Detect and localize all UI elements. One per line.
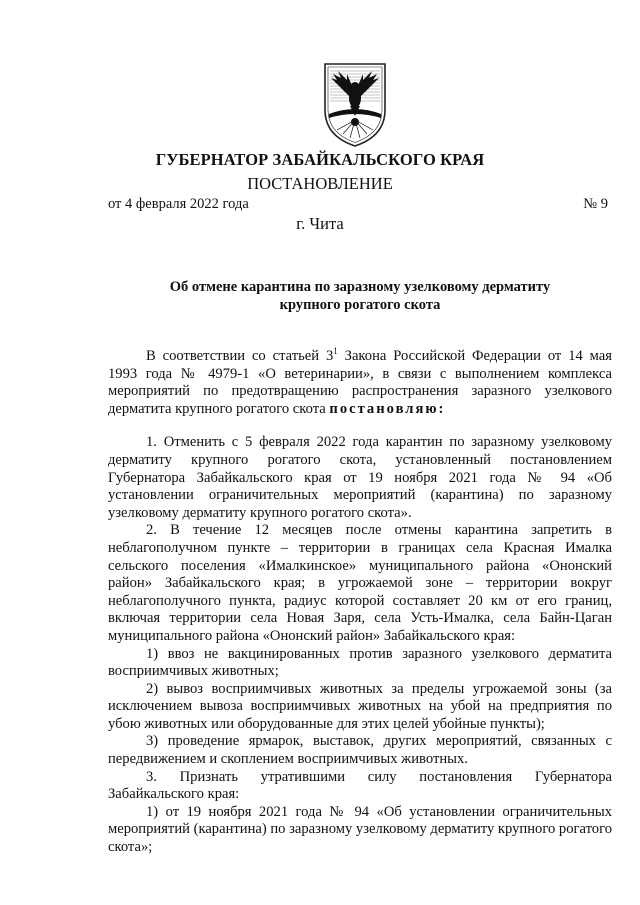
- document-title: [120, 279, 600, 314]
- paragraph-2-item-1: 1) ввоз не вакцинированных против заразного узелкового дерматита восприимчивых животных;: [108, 645, 612, 680]
- document-date: от 4 февраля 2022 года: [108, 196, 249, 212]
- document-type: ПОСТАНОВЛЕНИЕ: [247, 174, 393, 193]
- decree-word: постановляю:: [329, 400, 446, 417]
- preamble-text-start: В соответствии со статьей 3: [146, 348, 334, 364]
- paragraph-3: 3. Признать утратившими силу постановления Губернатора Забайкальского края:: [108, 768, 612, 803]
- document-city: г. Чита: [296, 214, 344, 233]
- paragraph-2-item-3: 3) проведение ярмарок, выставок, других мероприятий, связанных с передвижением и скоплением восприимчивых животных.: [108, 733, 612, 768]
- title-line-2: крупного рогатого скота: [279, 296, 441, 313]
- paragraph-2: 2. В течение 12 месяцев после отмены карантина запретить в неблагополучном пункте – территории в границах села Красная Ималка сельского поселения «Ималкинское» муниципального района «Ононский район» Забайкальского края; в угрожаемой зоне – территории вокруг неблагополучного пункта, радиус которой составляет 20 км от его границ, включая территории села Новая Заря, села Усть-Ималка, села Байн-Цаган муниципального района «Ононский район» Забайкальского края:: [108, 522, 612, 644]
- paragraph-3-item-1: 1) от 19 ноября 2021 года № 94 «Об установлении ограничительных мероприятий (карантина) по заразному узелковому дерматиту крупного рогатого скота»;: [108, 803, 612, 856]
- title-line-1: Об отмене карантина по заразному узелковому дерматиту: [169, 279, 551, 295]
- document-body: [108, 348, 612, 857]
- coat-of-arms-icon: [317, 58, 393, 148]
- issuer-heading: ГУБЕРНАТОР ЗАБАЙКАЛЬСКОГО КРАЯ: [155, 150, 485, 169]
- preamble-paragraph: [108, 348, 612, 418]
- document-number: № 9: [583, 196, 608, 212]
- paragraph-1: 1. Отменить с 5 февраля 2022 года карантин по заразному узелковому дерматиту крупного рогатого скота, установленный постановлением Губернатора Забайкальского края от 19 ноября 2021 года № 94 «Об установлении ограничительных мероприятий (карантина) по заразному узелковому дерматиту крупного рогатого скота».: [108, 434, 612, 521]
- preamble-text-rest: Закона Российской Федерации от 14 мая 1993 года № 4979-1 «О ветеринарии», в связи с выполнением комплекса мероприятий по предотвращению распространения заразного узелкового дерматита крупного рогатого скота: [108, 348, 612, 417]
- paragraph-2-item-2: 2) вывоз восприимчивых животных за пределы угрожаемой зоны (за исключением вывоза восприимчивых животных на убой на предприятия по убою животных или оборудованные для этих целей убойные пункты);: [108, 680, 612, 732]
- article-superscript: 1: [333, 346, 338, 357]
